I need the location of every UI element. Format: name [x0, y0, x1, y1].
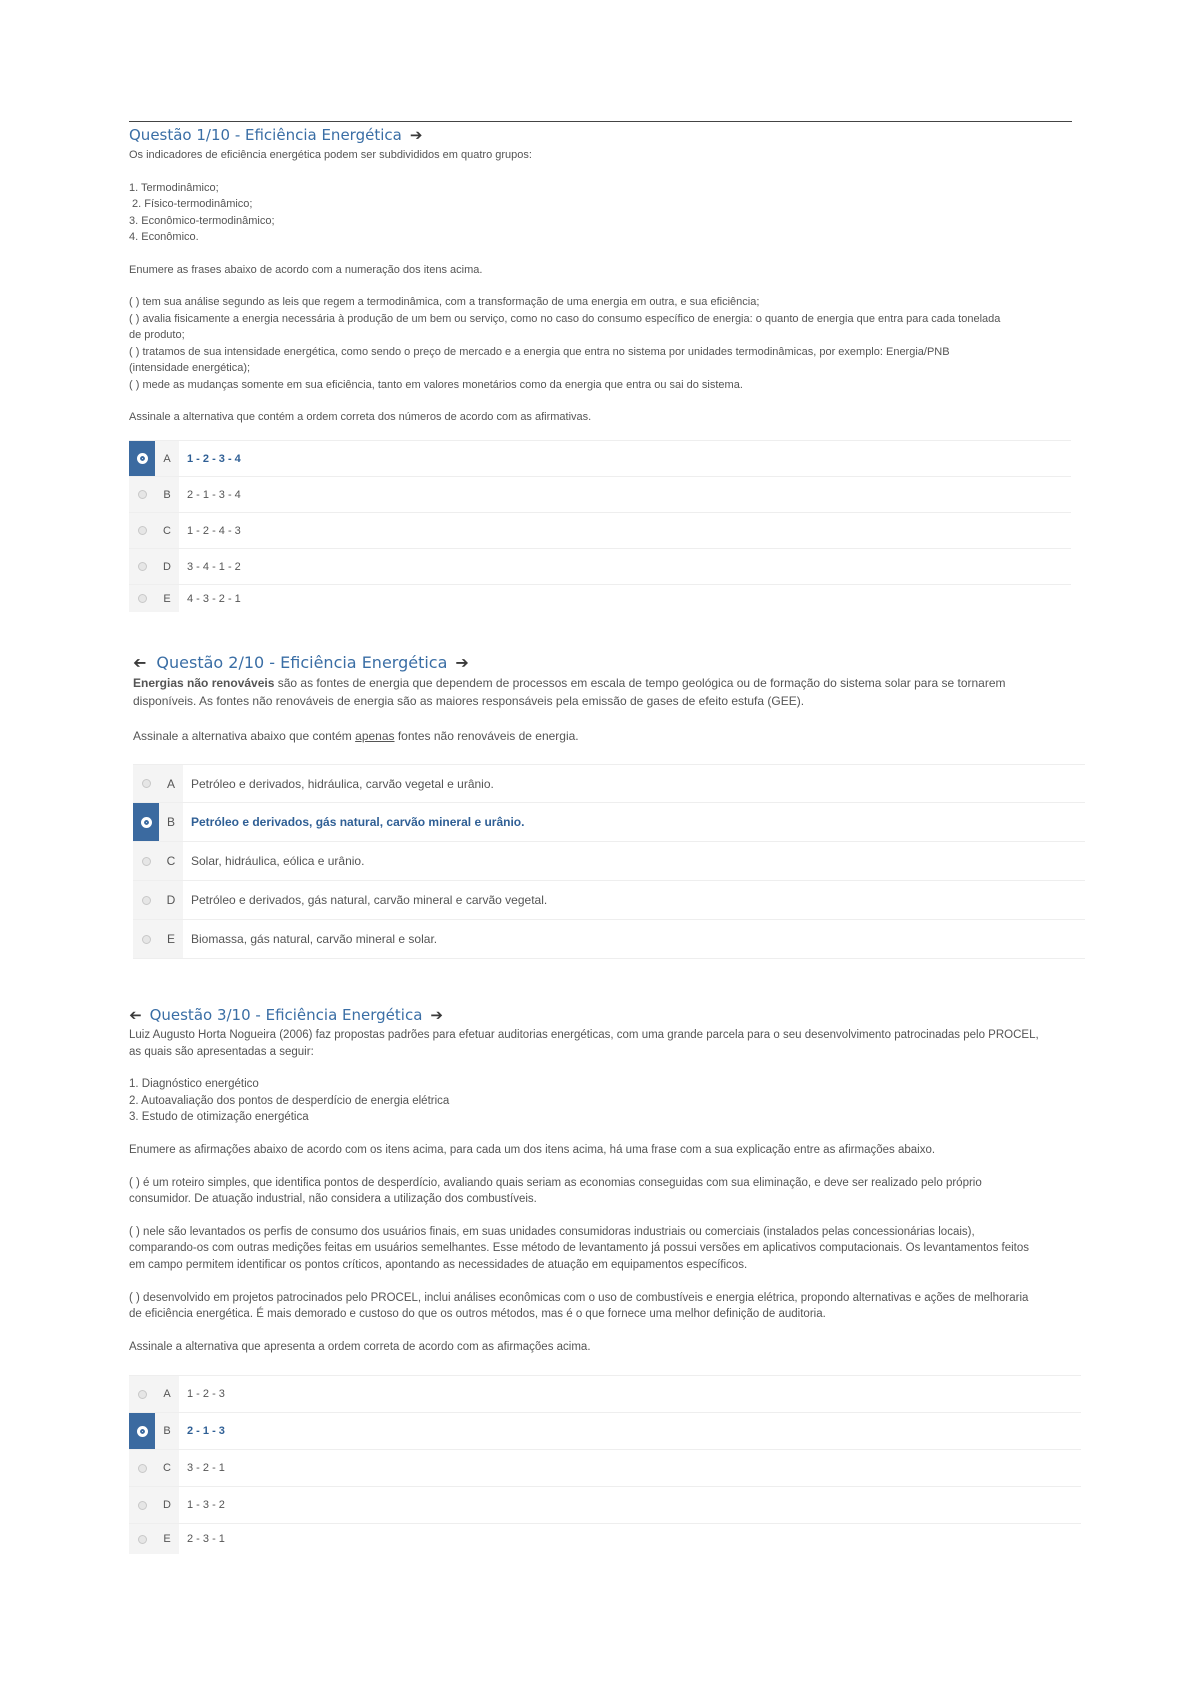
option-text: 4 - 3 - 2 - 1 [187, 592, 241, 605]
arrow-right-icon[interactable]: ➔ [430, 1006, 443, 1024]
top-divider [129, 121, 1072, 122]
question-2-prompt-emphasis: apenas [355, 729, 395, 743]
option-a[interactable] [133, 765, 1085, 803]
question-3-item: 3. Estudo de otimização energética [129, 1111, 309, 1124]
option-c[interactable] [133, 842, 1085, 881]
question-1-item: 4. Econômico. [129, 231, 199, 243]
option-text: 1 - 2 - 3 - 4 [187, 452, 241, 465]
radio-icon[interactable] [138, 526, 147, 535]
question-1-item: 2. Físico-termodinâmico; [129, 198, 253, 210]
option-letter: C [155, 1450, 179, 1486]
question-2-options [133, 764, 1085, 959]
option-e[interactable] [129, 1524, 1081, 1554]
question-3-item: 1. Diagnóstico energético [129, 1078, 259, 1091]
radio-icon[interactable] [142, 935, 151, 944]
radio-icon[interactable] [138, 1535, 147, 1544]
question-3-statement: ( ) é um roteiro simples, que identifica pontos de desperdício, avaliando quais seriam as economias conseguidas com sua eliminação, e deve ser realizado pelo próprio [129, 1176, 982, 1189]
question-2-intro: são as fontes de energia que dependem de processos em escala de tempo geológica ou de formação do sistema solar para se tornarem [274, 676, 1006, 690]
option-text: 1 - 2 - 4 - 3 [187, 524, 241, 537]
option-text: 1 - 2 - 3 [187, 1388, 225, 1400]
question-1-statement: de produto; [129, 329, 185, 341]
option-c[interactable] [129, 513, 1071, 549]
question-2-title: Questão 2/10 - Eficiência Energética [156, 652, 448, 672]
radio-icon[interactable] [138, 1501, 147, 1510]
radio-icon[interactable] [138, 1464, 147, 1473]
question-3-prompt: Assinale a alternativa que apresenta a ordem correta de acordo com as afirmações acima. [129, 1340, 591, 1353]
question-3-options [129, 1375, 1081, 1554]
question-1-statement: (intensidade energética); [129, 362, 251, 374]
question-1 [129, 124, 1074, 426]
question-1-header [129, 124, 1074, 146]
option-letter: A [155, 1376, 179, 1412]
option-letter: E [159, 920, 183, 958]
arrow-left-icon[interactable]: ➔ [129, 1006, 142, 1024]
option-text: Petróleo e derivados, gás natural, carvão mineral e carvão vegetal. [191, 893, 548, 907]
question-1-item: 1. Termodinâmico; [129, 181, 219, 194]
question-3-statement: ( ) desenvolvido em projetos patrocinados pelo PROCEL, inclui análises econômicas com o uso de combustíveis e energia elétrica, propondo alternativas e ações de melhoraria [129, 1291, 1029, 1304]
question-1-title: Questão 1/10 - Eficiência Energética [129, 126, 402, 144]
option-d[interactable] [129, 1487, 1081, 1524]
option-letter: B [155, 477, 179, 512]
arrow-right-icon[interactable]: ➔ [455, 652, 469, 672]
option-c[interactable] [129, 1450, 1081, 1487]
option-letter: C [159, 842, 183, 880]
radio-icon[interactable] [138, 1390, 147, 1399]
option-letter: D [155, 549, 179, 584]
question-2-intro-line2: disponíveis. As fontes não renováveis de energia são as maiores responsáveis pela emissão de gases de efeito estufa (GEE). [133, 693, 805, 708]
radio-icon[interactable] [137, 1426, 148, 1437]
option-letter: C [155, 513, 179, 548]
option-b[interactable] [129, 477, 1071, 513]
question-3-intro: Luiz Augusto Horta Nogueira (2006) faz propostas padrões para efetuar auditorias energéticas, com uma grande parcela para o seu desenvolvimento patrocinadas pelo PROCEL, [129, 1029, 1039, 1041]
question-2-prompt: Assinale a alternativa abaixo que contém [133, 729, 356, 743]
question-1-statement: ( ) tem sua análise segundo as leis que regem a termodinâmica, com a transformação de uma energia em outra, e sua eficiência; [129, 296, 760, 308]
question-3-instruction: Enumere as afirmações abaixo de acordo com os itens acima, para cada um dos itens acima, há uma frase com a sua explicação entre as afirmações abaixo. [129, 1143, 936, 1156]
question-3-statement: de eficiência energética. É mais demorado e custoso do que os outros métodos, mas é o que fornece uma melhor definição de auditoria. [129, 1308, 826, 1321]
option-letter: D [155, 1487, 179, 1523]
option-letter: E [155, 585, 179, 612]
arrow-left-icon[interactable]: ➔ [133, 652, 147, 672]
question-3-item: 2. Autoavaliação dos pontos de desperdício de energia elétrica [129, 1094, 450, 1107]
question-3-statement: comparando-os com outras medições feitas em usuários semelhantes. Esse método de levantamento já possui versões em aplicativos computacionais. Os levantamentos feitos [129, 1242, 1030, 1255]
option-letter: B [155, 1413, 179, 1449]
question-2-body [133, 675, 1093, 746]
option-letter: E [155, 1524, 179, 1554]
question-1-body [129, 147, 1074, 426]
radio-icon[interactable] [142, 779, 151, 788]
radio-icon[interactable] [142, 896, 151, 905]
option-b[interactable] [133, 803, 1085, 842]
option-text: Petróleo e derivados, gás natural, carvão mineral e urânio. [191, 815, 525, 829]
radio-icon[interactable] [138, 490, 147, 499]
question-3-title: Questão 3/10 - Eficiência Energética [149, 1006, 423, 1024]
question-3-header [129, 1004, 1089, 1026]
question-1-statement: ( ) tratamos de sua intensidade energética, como sendo o preço de mercado e a energia que entra no sistema por unidades termodinâmicas, por exemplo: Energia/PNB [129, 345, 950, 358]
question-3-statement: em campo permitem identificar os pontos críticos, apontando as necessidades de atuação em equipamentos específicos. [129, 1258, 748, 1271]
question-1-instruction: Enumere as frases abaixo de acordo com a numeração dos itens acima. [129, 263, 483, 276]
radio-icon[interactable] [138, 562, 147, 571]
question-3 [129, 1004, 1089, 1355]
option-letter: A [155, 441, 179, 476]
option-text: 1 - 3 - 2 [187, 1499, 225, 1511]
question-1-options [129, 440, 1071, 612]
option-a[interactable] [129, 441, 1071, 477]
option-text: 2 - 1 - 3 [187, 1425, 225, 1437]
question-2-prompt-end: fontes não renováveis de energia. [394, 729, 579, 743]
option-text: Solar, hidráulica, eólica e urânio. [191, 854, 365, 868]
question-1-item: 3. Econômico-termodinâmico; [129, 214, 275, 227]
question-2-header [133, 650, 1093, 674]
question-1-prompt: Assinale a alternativa que contém a ordem correta dos números de acordo com as afirmativas. [129, 411, 592, 423]
option-text: Biomassa, gás natural, carvão mineral e solar. [191, 932, 438, 946]
radio-icon[interactable] [142, 857, 151, 866]
question-3-body [129, 1027, 1089, 1355]
option-b[interactable] [129, 1413, 1081, 1450]
radio-icon[interactable] [138, 594, 147, 603]
option-a[interactable] [129, 1376, 1081, 1413]
question-3-intro: as quais são apresentadas a seguir: [129, 1045, 314, 1058]
option-e[interactable] [133, 920, 1085, 959]
question-2 [133, 650, 1093, 746]
option-e[interactable] [129, 585, 1071, 612]
option-text: 3 - 4 - 1 - 2 [187, 560, 241, 573]
radio-icon[interactable] [137, 453, 148, 464]
question-2-intro-bold: Energias não renováveis [133, 676, 275, 690]
radio-icon[interactable] [141, 817, 152, 828]
question-3-statement: consumidor. De atuação industrial, não considera a utilização dos combustíveis. [129, 1193, 537, 1206]
option-text: 2 - 3 - 1 [187, 1533, 225, 1545]
option-text: 2 - 1 - 3 - 4 [187, 488, 241, 501]
question-1-statement: ( ) mede as mudanças somente em sua eficiência, tanto em valores monetários como da energia que entra ou sai do sistema. [129, 378, 743, 391]
arrow-right-icon[interactable]: ➔ [409, 126, 423, 144]
option-letter: D [159, 881, 183, 919]
question-1-intro: Os indicadores de eficiência energética podem ser subdivididos em quatro grupos: [129, 149, 532, 161]
option-text: Petróleo e derivados, hidráulica, carvão vegetal e urânio. [191, 776, 494, 791]
question-3-statement: ( ) nele são levantados os perfis de consumo dos usuários finais, em suas unidades consumidoras industriais ou comerciais (instalados pelas concessionárias locais), [129, 1225, 975, 1238]
option-text: 3 - 2 - 1 [187, 1462, 225, 1474]
option-d[interactable] [129, 549, 1071, 585]
option-d[interactable] [133, 881, 1085, 920]
option-letter: A [159, 765, 183, 802]
option-letter: B [159, 803, 183, 841]
question-1-statement: ( ) avalia fisicamente a energia necessária à produção de um bem ou serviço, como no caso do consumo específico de energia: o quanto de energia que entra para cada tonelada [129, 312, 1001, 325]
